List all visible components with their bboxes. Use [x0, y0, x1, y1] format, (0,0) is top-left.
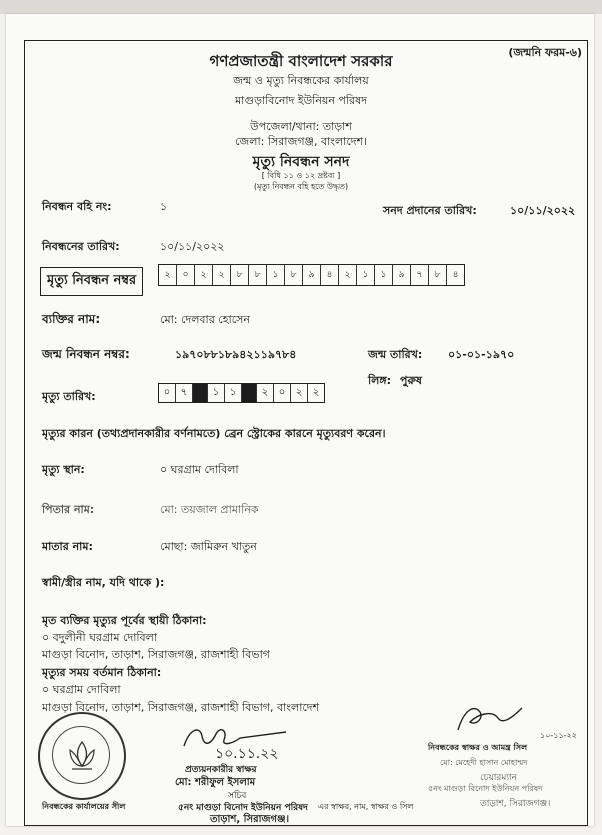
birth-reg-no-value: ১৯৭০৮৮১৮৯৪২১১৯৭৮৪: [175, 348, 297, 361]
death-reg-digit: ৯: [303, 265, 321, 285]
union-line: মাগুড়াবিনোদ ইউনিয়ন পরিষদ: [235, 94, 367, 107]
attester-name: মো: শরীফুল ইসলাম: [175, 777, 256, 788]
issue-date-label: সনদ প্রদানের তারিখ:: [383, 204, 477, 217]
death-reg-digit: ৪: [321, 265, 339, 285]
death-place-label: মৃত্যু স্থান:: [42, 463, 85, 476]
right-signature: [452, 700, 532, 736]
permanent-address-line1: ০ বদুলীনী ঘরগ্রাম দোবিলা: [42, 631, 158, 644]
person-name-label: ব্যক্তির নাম:: [42, 312, 101, 326]
death-place-value: ০ ঘরগ্রাম দোবিলা: [160, 463, 239, 476]
death-reg-digit: ২: [339, 265, 357, 285]
death-reg-digit: ১: [267, 265, 285, 285]
death-reg-digit: ২: [213, 265, 231, 285]
registration-date-label: নিবন্ধনের তারিখ:: [42, 240, 120, 253]
permanent-address-line2: মাগুড়া বিনোদ, তাড়াশ, সিরাজগঞ্জ, রাজশাহী বিভাগ: [42, 648, 270, 661]
death-date-boxes: [158, 383, 325, 403]
registrar-title: চেয়ারম্যান: [480, 773, 517, 783]
lotus-emblem-icon: [62, 736, 102, 776]
death-date-digit: ২: [291, 384, 308, 402]
death-date-digit: ১: [225, 384, 242, 402]
registrar-office-seal: [38, 712, 126, 800]
death-date-digit: ১: [208, 384, 225, 402]
extract-note: (মৃত্যু নিবন্ধন বহি হতে উদ্ধৃত): [253, 182, 349, 191]
screenshot-top-strip: [0, 0, 602, 14]
present-address-line1: ০ ঘরগ্রাম দোবিলা: [42, 683, 121, 696]
left-signature-date: ১০.১১.২২: [215, 746, 279, 762]
person-name-value: মো: দেলবার হোসেন: [160, 313, 250, 326]
date-separator-box: [242, 384, 257, 402]
office-line: জন্ম ও মৃত্যু নিবন্ধকের কার্যালয়: [233, 74, 369, 87]
attester-office: ৫নং মাগুড়া বিনোদ ইউনিয়ন পরিষদ: [178, 803, 308, 813]
death-date-digit: ২: [312, 387, 320, 398]
death-date-digit: ০: [274, 384, 291, 402]
death-reg-digit: ৮: [249, 265, 267, 285]
register-book-value: ১: [160, 200, 168, 213]
form-tag: (জন্মনি ফরম-৬): [508, 46, 582, 59]
registrar-office: ৫নং মাগুড়া বিনোদ ইউনিয়ন পরিষদ: [428, 784, 543, 793]
death-reg-digit: ২: [195, 265, 213, 285]
registrar-place: তাড়াশ, সিরাজগঞ্জ।: [480, 799, 551, 809]
death-reg-digit: ৪: [452, 270, 459, 280]
death-reg-no-label: মৃত্যু নিবন্ধন নম্বর: [40, 267, 143, 296]
sex-label: লিঙ্গ:: [368, 374, 392, 387]
certificate-title: মৃত্যু নিবন্ধন সনদ: [252, 154, 350, 170]
right-signature-date: ১০-১১-২২: [540, 731, 577, 740]
death-reg-digit: ৮: [429, 265, 447, 285]
mother-label: মাতার নাম:: [42, 540, 93, 553]
death-reg-digit: ৮: [285, 265, 303, 285]
death-cause-text: মৃত্যুর কারন (তথ্যপ্রদানকারীর বর্ণনামতে) ব্রেন স্ট্রোকের কারনে মৃত্যুবরণ করেন।: [42, 427, 386, 440]
sex-value: পুরুষ: [400, 374, 422, 387]
death-reg-no-boxes: [158, 264, 465, 286]
father-value: মো: তয়জাল প্রামানিক: [160, 503, 259, 516]
attester-place: তাড়াশ, সিরাজগঞ্জ।: [210, 814, 290, 825]
attester-title: সচিব: [228, 791, 247, 801]
death-reg-digit: ১: [357, 265, 375, 285]
registrar-name: মো: মেহেদী হাসান মোহাম্মদ: [440, 758, 528, 767]
signature-caption-right: এর স্বাক্ষর, নাম, স্বাক্ষর ও সিল: [318, 802, 414, 811]
birth-date-label: জন্ম তারিখ:: [368, 348, 423, 361]
registration-date-value: ১০/১১/২০২২: [160, 240, 225, 253]
death-reg-digit: ৮: [231, 265, 249, 285]
death-reg-digit: ৯: [393, 265, 411, 285]
date-separator-box: [193, 384, 208, 402]
district-line: জেলা: সিরাজগঞ্জ, বাংলাদেশ।: [234, 135, 368, 148]
death-reg-digit: ৭: [411, 265, 429, 285]
present-address-label: মৃত্যুর সময় বর্তমান ঠিকানা:: [42, 666, 162, 679]
birth-date-value: ০১-০১-১৯৭০: [448, 348, 515, 361]
death-reg-digit: ১: [375, 265, 393, 285]
father-label: পিতার নাম:: [42, 503, 95, 516]
birth-reg-no-label: জন্ম নিবন্ধন নম্বর:: [42, 347, 130, 361]
death-date-digit: ২: [257, 384, 274, 402]
gov-heading: গণপ্রজাতন্ত্রী বাংলাদেশ সরকার: [209, 52, 393, 70]
upazila-line: উপজেলা/থানা: তাড়াশ: [250, 120, 352, 133]
death-reg-digit: ০: [177, 265, 195, 285]
mother-value: মোছা: জামিরুন খাতুন: [160, 540, 257, 553]
attester-role: প্রত্যয়নকারীর স্বাক্ষর: [185, 765, 257, 775]
rule-line: [ বিধি ১১ ও ১২ দ্রষ্টব্য ]: [261, 171, 341, 180]
permanent-address-label: মৃত ব্যক্তির মৃত্যুর পূর্বের স্থায়ী ঠিকানা:: [42, 614, 207, 627]
death-date-digit: ৭: [176, 384, 193, 402]
death-date-label: মৃত্যু তারিখ:: [42, 390, 96, 403]
death-reg-digit: ২: [159, 265, 177, 285]
spouse-label: স্বামী/স্ত্রীর নাম, যদি থাকে ):: [42, 576, 165, 589]
death-date-digit: ০: [159, 384, 176, 402]
present-address-line2: মাগুড়া বিনোদ, তাড়াশ, সিরাজগঞ্জ, রাজশাহী বিভাগ, বাংলাদেশ: [42, 701, 320, 714]
register-book-label: নিবন্ধন বহি নং:: [42, 200, 112, 213]
seal-caption: নিবন্ধকের কার্যালয়ের সীল: [42, 802, 126, 811]
registrar-role: নিবন্ধকের স্বাক্ষর ও আমন্ত্র সিল: [428, 743, 528, 752]
issue-date-value: ১০/১১/২০২২: [510, 204, 576, 217]
